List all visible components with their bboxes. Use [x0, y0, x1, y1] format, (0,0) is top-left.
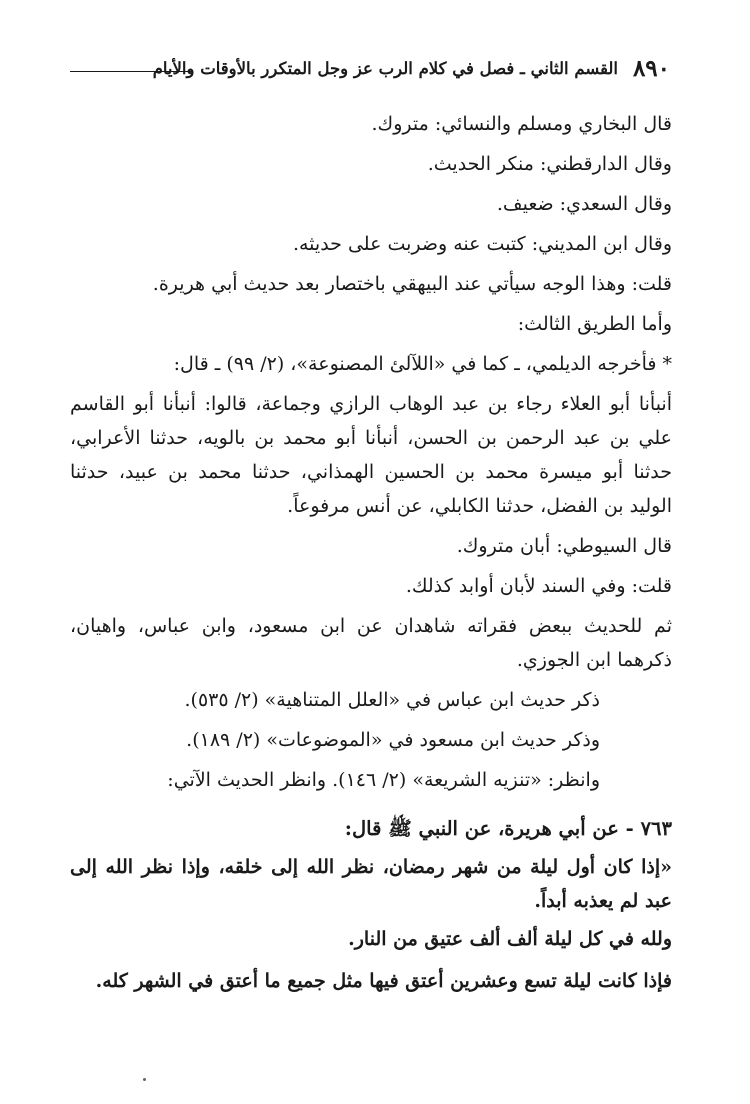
hadith-heading: ٧٦٣ - عن أبي هريرة، عن النبي ﷺ قال: — [344, 817, 672, 840]
reference-line: وذكر حديث ابن مسعود في «الموضوعات» (٢/ ١٨٩). — [186, 729, 600, 751]
hadith-text-line: ولله في كل ليلة ألف ألف عتيق من النار. — [348, 928, 672, 950]
text-line: وأما الطريق الثالث: — [517, 313, 672, 335]
text-line: وقال الدارقطني: منكر الحديث. — [427, 153, 672, 175]
text-line: قال البخاري ومسلم والنسائي: متروك. — [371, 113, 672, 135]
isnad-paragraph: أنبأنا أبو العلاء رجاء بن عبد الوهاب الرازي وجماعة، قالوا: أنبأنا أبو القاسم علي بن عبد الرحمن بن الحسن، أنبأنا أبو محمد بن بالويه، حدثنا الأعرابي، حدثنا أبو ميسرة محمد بن الحسين الهمذاني، حدثنا محمد بن عبيد، حدثنا الوليد بن الفضل، حدثنا الكابلي، عن أنس مرفوعاً. — [70, 393, 672, 517]
reference-line: وانظر: «تنزيه الشريعة» (٢/ ١٤٦). وانظر الحديث الآتي: — [167, 769, 600, 791]
text-line: وقال ابن المديني: كتبت عنه وضربت على حديثه. — [292, 233, 672, 255]
witness-paragraph: ثم للحديث ببعض فقراته شاهدان عن ابن مسعود، وابن عباس، واهيان، ذكرهما ابن الجوزي. — [70, 615, 672, 671]
stray-dot — [143, 1078, 146, 1081]
text-line: وقال السعدي: ضعيف. — [496, 193, 672, 215]
text-line: قلت: وهذا الوجه سيأتي عند البيهقي باختصار بعد حديث أبي هريرة. — [152, 273, 672, 295]
header-rule — [70, 71, 192, 72]
reference-line: ذكر حديث ابن عباس في «العلل المتناهية» (٢/ ٥٣٥). — [184, 689, 600, 711]
hadith-text: «إذا كان أول ليلة من شهر رمضان، نظر الله إلى خلقه، وإذا نظر الله إلى عبد لم يعذبه أبداً. — [70, 856, 672, 912]
running-title: القسم الثاني ـ فصل في كلام الرب عز وجل المتكرر بالأوقات والأيام — [152, 59, 618, 78]
text-line: قال السيوطي: أبان متروك. — [456, 535, 672, 557]
page-body — [70, 104, 672, 1002]
hadith-text-line: فإذا كانت ليلة تسع وعشرين أعتق فيها مثل جميع ما أعتق في الشهر كله. — [95, 970, 672, 992]
page-number: ٨٩٠ — [632, 55, 670, 82]
text-line: قلت: وفي السند لأبان أوابد كذلك. — [405, 575, 672, 597]
page-header — [70, 55, 670, 95]
text-line: * فأخرجه الديلمي، ـ كما في «اللآلئ المصنوعة»، (٢/ ٩٩) ـ قال: — [173, 353, 672, 375]
